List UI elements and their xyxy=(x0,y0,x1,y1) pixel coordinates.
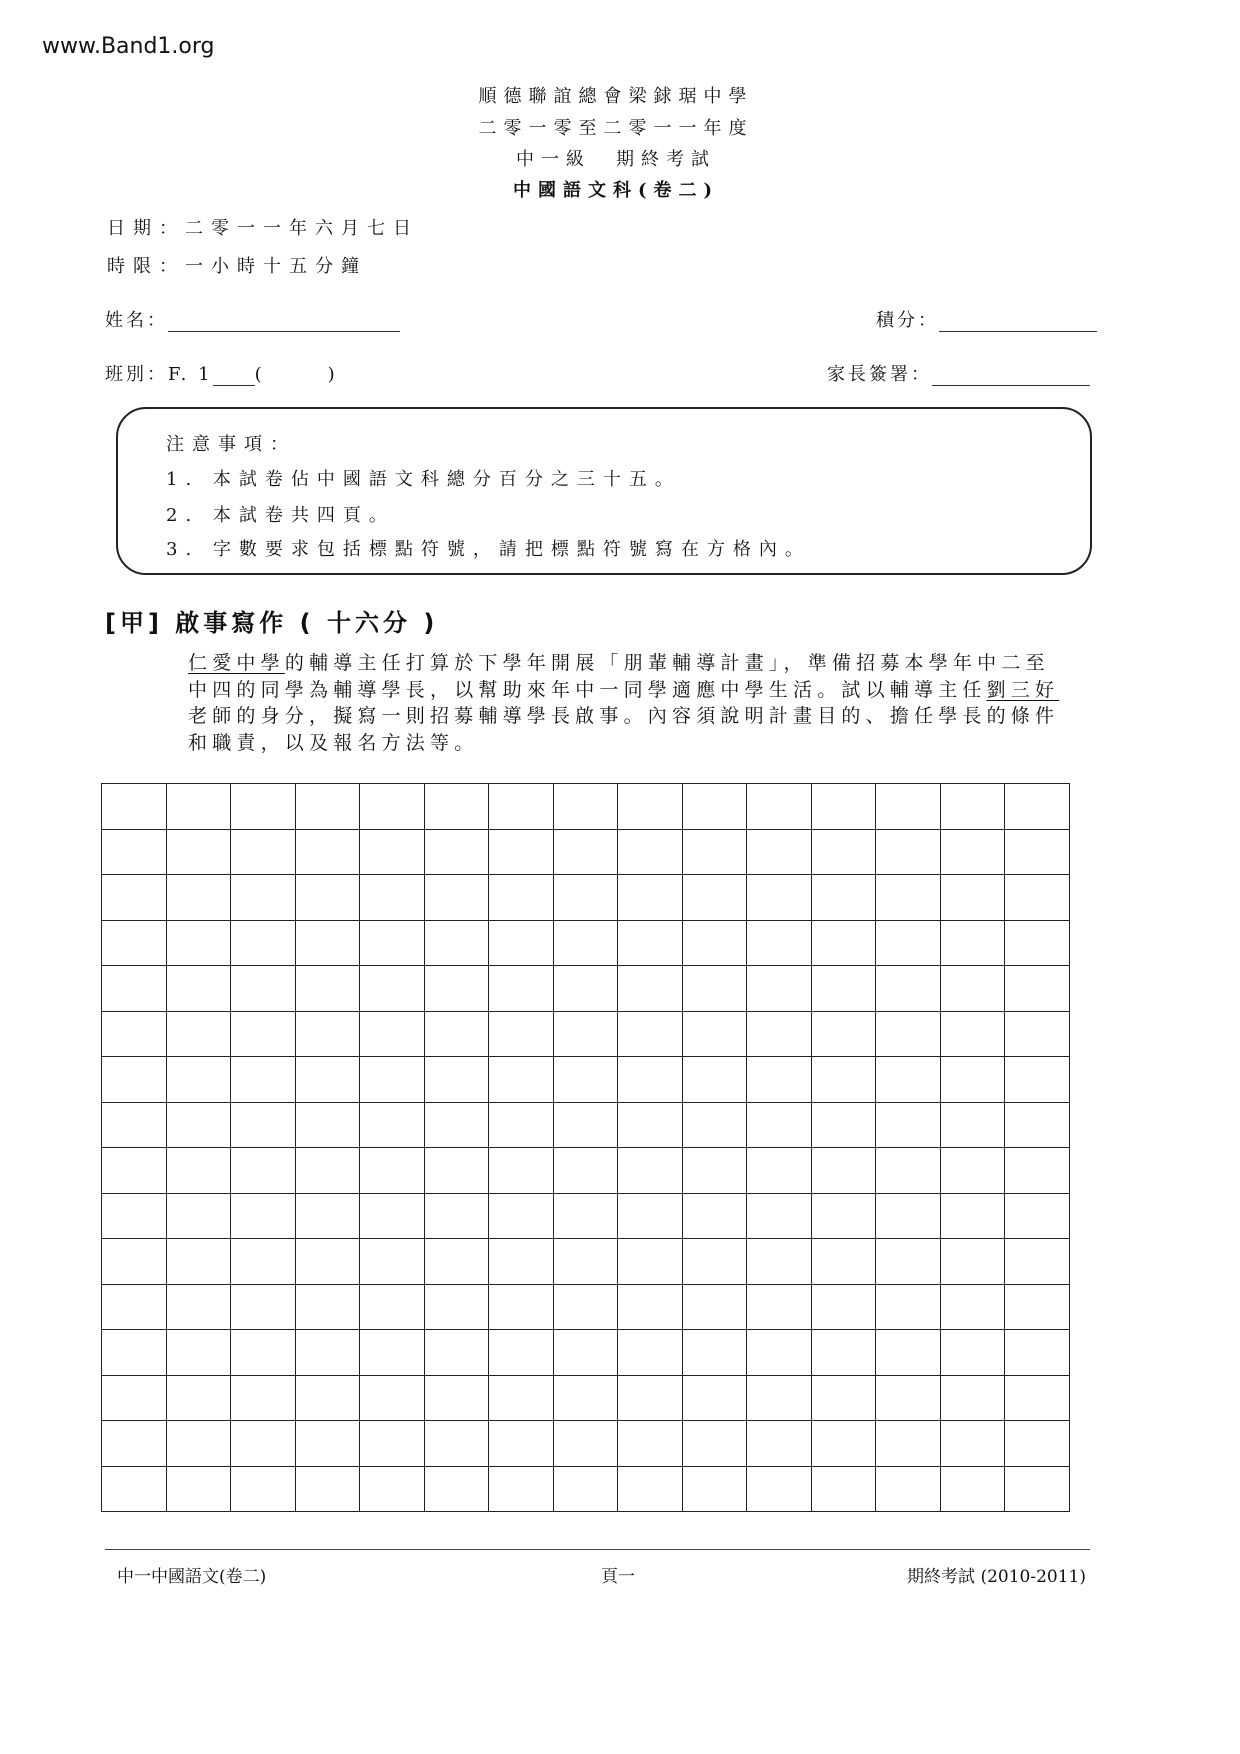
grid-cell[interactable] xyxy=(102,1421,167,1467)
grid-cell[interactable] xyxy=(683,1057,748,1103)
exam-title: 中一級 期終考試 xyxy=(516,149,716,170)
score-blank[interactable] xyxy=(939,313,1097,332)
exam-date: 日期：二零一一年六月七日 xyxy=(107,218,419,239)
grid-cell[interactable] xyxy=(618,1285,683,1331)
grid-cell[interactable] xyxy=(231,1421,296,1467)
grid-cell[interactable] xyxy=(1005,1012,1070,1058)
grid-cell[interactable] xyxy=(876,966,941,1012)
grid-cell[interactable] xyxy=(812,921,877,967)
grid-cell[interactable] xyxy=(812,875,877,921)
grid-cell[interactable] xyxy=(683,1330,748,1376)
grid-cell[interactable] xyxy=(683,1239,748,1285)
exam-duration: 時限：一小時十五分鐘 xyxy=(107,256,367,277)
grid-cell[interactable] xyxy=(554,1148,619,1194)
grid-cell[interactable] xyxy=(941,1330,1006,1376)
grid-cell[interactable] xyxy=(618,921,683,967)
grid-cell[interactable] xyxy=(425,1376,490,1422)
grid-cell[interactable] xyxy=(231,830,296,876)
grid-cell[interactable] xyxy=(360,875,425,921)
grid-cell[interactable] xyxy=(102,1194,167,1240)
grid-cell[interactable] xyxy=(812,1285,877,1331)
grid-cell[interactable] xyxy=(102,1285,167,1331)
grid-cell[interactable] xyxy=(747,1330,812,1376)
grid-cell[interactable] xyxy=(102,830,167,876)
grid-cell[interactable] xyxy=(812,1194,877,1240)
grid-cell[interactable] xyxy=(231,784,296,830)
grid-cell[interactable] xyxy=(747,1239,812,1285)
grid-cell[interactable] xyxy=(1005,875,1070,921)
grid-cell[interactable] xyxy=(941,1467,1006,1513)
grid-cell[interactable] xyxy=(360,1330,425,1376)
teacher-name-underlined: 劉三好 xyxy=(986,678,1060,701)
grid-cell[interactable] xyxy=(425,1194,490,1240)
grid-cell[interactable] xyxy=(231,875,296,921)
grid-cell[interactable] xyxy=(941,1421,1006,1467)
grid-cell[interactable] xyxy=(683,1148,748,1194)
grid-cell[interactable] xyxy=(941,784,1006,830)
grid-cell[interactable] xyxy=(167,1330,232,1376)
grid-cell[interactable] xyxy=(360,1421,425,1467)
grid-cell[interactable] xyxy=(554,1376,619,1422)
grid-cell[interactable] xyxy=(360,1376,425,1422)
grid-cell[interactable] xyxy=(876,1376,941,1422)
grid-cell[interactable] xyxy=(618,830,683,876)
grid-cell[interactable] xyxy=(747,830,812,876)
grid-cell[interactable] xyxy=(618,1194,683,1240)
signature-field[interactable] xyxy=(827,360,1090,386)
grid-cell[interactable] xyxy=(102,921,167,967)
grid-cell[interactable] xyxy=(941,875,1006,921)
grid-cell[interactable] xyxy=(231,1330,296,1376)
grid-cell[interactable] xyxy=(231,1239,296,1285)
grid-cell[interactable] xyxy=(167,1285,232,1331)
grid-cell[interactable] xyxy=(876,1103,941,1149)
grid-cell[interactable] xyxy=(941,966,1006,1012)
grid-cell[interactable] xyxy=(747,1421,812,1467)
grid-cell[interactable] xyxy=(360,1194,425,1240)
grid-cell[interactable] xyxy=(747,1057,812,1103)
grid-cell[interactable] xyxy=(102,966,167,1012)
grid-cell[interactable] xyxy=(876,1239,941,1285)
grid-cell[interactable] xyxy=(167,1012,232,1058)
grid-cell[interactable] xyxy=(941,1103,1006,1149)
grid-cell[interactable] xyxy=(683,1376,748,1422)
grid-cell[interactable] xyxy=(1005,1057,1070,1103)
school-name: 順德聯誼總會梁銶琚中學 xyxy=(478,86,754,107)
score-field[interactable] xyxy=(876,306,1097,332)
grid-cell[interactable] xyxy=(231,1376,296,1422)
grid-cell[interactable] xyxy=(554,966,619,1012)
grid-cell[interactable] xyxy=(618,1057,683,1103)
grid-cell[interactable] xyxy=(683,1421,748,1467)
grid-cell[interactable] xyxy=(102,784,167,830)
grid-cell[interactable] xyxy=(425,1057,490,1103)
grid-cell[interactable] xyxy=(425,1239,490,1285)
class-field[interactable] xyxy=(105,360,338,386)
grid-cell[interactable] xyxy=(296,1330,361,1376)
grid-cell[interactable] xyxy=(554,921,619,967)
grid-cell[interactable] xyxy=(360,1467,425,1513)
grid-cell[interactable] xyxy=(554,1194,619,1240)
grid-cell[interactable] xyxy=(812,784,877,830)
footer-page: 頁一 xyxy=(601,1567,635,1587)
grid-cell[interactable] xyxy=(102,1330,167,1376)
grid-cell[interactable] xyxy=(812,1103,877,1149)
notice-item: 2. 本試卷共四頁。 xyxy=(166,505,395,526)
grid-cell[interactable] xyxy=(683,1194,748,1240)
grid-cell[interactable] xyxy=(167,1103,232,1149)
grid-cell[interactable] xyxy=(747,966,812,1012)
grid-cell[interactable] xyxy=(1005,921,1070,967)
grid-cell[interactable] xyxy=(554,1421,619,1467)
grid-cell[interactable] xyxy=(1005,1285,1070,1331)
watermark-url: www.Band1.org xyxy=(42,34,215,59)
grid-cell[interactable] xyxy=(296,875,361,921)
grid-cell[interactable] xyxy=(489,1467,554,1513)
footer-divider xyxy=(105,1549,1090,1550)
grid-cell[interactable] xyxy=(747,1012,812,1058)
grid-cell[interactable] xyxy=(360,1057,425,1103)
grid-cell[interactable] xyxy=(360,1148,425,1194)
grid-cell[interactable] xyxy=(102,1376,167,1422)
grid-cell[interactable] xyxy=(618,1330,683,1376)
grid-cell[interactable] xyxy=(425,1012,490,1058)
grid-cell[interactable] xyxy=(618,1239,683,1285)
grid-cell[interactable] xyxy=(425,1285,490,1331)
grid-cell[interactable] xyxy=(683,1103,748,1149)
grid-cell[interactable] xyxy=(425,1330,490,1376)
grid-cell[interactable] xyxy=(554,1239,619,1285)
grid-cell[interactable] xyxy=(489,1012,554,1058)
grid-cell[interactable] xyxy=(554,1285,619,1331)
grid-cell[interactable] xyxy=(425,1103,490,1149)
grid-cell[interactable] xyxy=(876,1421,941,1467)
grid-cell[interactable] xyxy=(941,830,1006,876)
name-field[interactable] xyxy=(105,306,400,332)
grid-cell[interactable] xyxy=(876,830,941,876)
grid-cell[interactable] xyxy=(425,784,490,830)
grid-cell[interactable] xyxy=(360,830,425,876)
grid-cell[interactable] xyxy=(489,1194,554,1240)
school-name-underlined: 仁愛中學 xyxy=(188,652,285,674)
grid-cell[interactable] xyxy=(231,1057,296,1103)
grid-cell[interactable] xyxy=(360,921,425,967)
grid-cell[interactable] xyxy=(231,1012,296,1058)
academic-year: 二零一零至二零一一年度 xyxy=(478,118,754,139)
grid-cell[interactable] xyxy=(1005,1421,1070,1467)
notice-title: 注意事項： xyxy=(166,434,296,455)
grid-cell[interactable] xyxy=(941,1194,1006,1240)
grid-cell[interactable] xyxy=(102,875,167,921)
grid-cell[interactable] xyxy=(296,1012,361,1058)
grid-cell[interactable] xyxy=(618,1376,683,1422)
grid-cell[interactable] xyxy=(941,1239,1006,1285)
grid-cell[interactable] xyxy=(296,966,361,1012)
grid-cell[interactable] xyxy=(554,1103,619,1149)
grid-cell[interactable] xyxy=(812,1421,877,1467)
grid-cell[interactable] xyxy=(425,830,490,876)
grid-cell[interactable] xyxy=(489,830,554,876)
grid-cell[interactable] xyxy=(812,1239,877,1285)
grid-cell[interactable] xyxy=(747,921,812,967)
grid-cell[interactable] xyxy=(812,830,877,876)
grid-cell[interactable] xyxy=(102,1103,167,1149)
grid-cell[interactable] xyxy=(102,1057,167,1103)
grid-cell[interactable] xyxy=(1005,1376,1070,1422)
grid-cell[interactable] xyxy=(747,1103,812,1149)
grid-cell[interactable] xyxy=(489,966,554,1012)
grid-cell[interactable] xyxy=(296,1285,361,1331)
grid-cell[interactable] xyxy=(296,1467,361,1513)
grid-cell[interactable] xyxy=(360,966,425,1012)
grid-cell[interactable] xyxy=(683,966,748,1012)
grid-cell[interactable] xyxy=(941,1057,1006,1103)
name-blank[interactable] xyxy=(168,313,400,332)
grid-cell[interactable] xyxy=(167,1376,232,1422)
grid-cell[interactable] xyxy=(167,830,232,876)
grid-cell[interactable] xyxy=(1005,784,1070,830)
grid-cell[interactable] xyxy=(812,1012,877,1058)
grid-cell[interactable] xyxy=(360,1239,425,1285)
task-instructions xyxy=(188,650,1070,757)
grid-cell[interactable] xyxy=(489,1376,554,1422)
name-label: 姓名： xyxy=(105,310,168,331)
grid-cell[interactable] xyxy=(489,1421,554,1467)
grid-cell[interactable] xyxy=(554,1057,619,1103)
grid-cell[interactable] xyxy=(554,1467,619,1513)
grid-cell[interactable] xyxy=(876,1330,941,1376)
grid-cell[interactable] xyxy=(554,1330,619,1376)
grid-cell[interactable] xyxy=(425,966,490,1012)
class-label: 班別：F. 1 xyxy=(105,364,213,385)
grid-cell[interactable] xyxy=(812,1148,877,1194)
grid-cell[interactable] xyxy=(812,1467,877,1513)
grid-cell[interactable] xyxy=(683,1285,748,1331)
grid-cell[interactable] xyxy=(747,1376,812,1422)
grid-cell[interactable] xyxy=(812,1330,877,1376)
grid-cell[interactable] xyxy=(554,830,619,876)
grid-cell[interactable] xyxy=(167,875,232,921)
grid-cell[interactable] xyxy=(296,1421,361,1467)
grid-cell[interactable] xyxy=(167,1421,232,1467)
grid-cell[interactable] xyxy=(554,875,619,921)
grid-cell[interactable] xyxy=(489,1285,554,1331)
grid-cell[interactable] xyxy=(618,1467,683,1513)
grid-cell[interactable] xyxy=(231,1467,296,1513)
grid-cell[interactable] xyxy=(618,1148,683,1194)
grid-cell[interactable] xyxy=(876,1467,941,1513)
score-label: 積分： xyxy=(876,310,939,331)
grid-cell[interactable] xyxy=(489,1239,554,1285)
grid-cell[interactable] xyxy=(1005,1467,1070,1513)
grid-cell[interactable] xyxy=(231,1194,296,1240)
grid-cell[interactable] xyxy=(296,1103,361,1149)
grid-cell[interactable] xyxy=(1005,966,1070,1012)
writing-grid[interactable] xyxy=(101,783,1070,1512)
class-blank[interactable] xyxy=(213,367,255,386)
grid-cell[interactable] xyxy=(941,1285,1006,1331)
grid-cell[interactable] xyxy=(683,1012,748,1058)
grid-cell[interactable] xyxy=(425,1467,490,1513)
footer-exam: 期終考試 (2010-2011) xyxy=(907,1567,1086,1587)
grid-cell[interactable] xyxy=(296,830,361,876)
grid-cell[interactable] xyxy=(360,1285,425,1331)
grid-cell[interactable] xyxy=(747,875,812,921)
grid-cell[interactable] xyxy=(618,784,683,830)
grid-cell[interactable] xyxy=(231,1285,296,1331)
grid-cell[interactable] xyxy=(876,1057,941,1103)
grid-cell[interactable] xyxy=(747,1467,812,1513)
grid-cell[interactable] xyxy=(231,966,296,1012)
grid-cell[interactable] xyxy=(102,1239,167,1285)
grid-cell[interactable] xyxy=(876,1148,941,1194)
grid-cell[interactable] xyxy=(489,784,554,830)
grid-cell[interactable] xyxy=(489,875,554,921)
grid-cell[interactable] xyxy=(941,1376,1006,1422)
grid-cell[interactable] xyxy=(296,784,361,830)
signature-blank[interactable] xyxy=(932,367,1090,386)
grid-cell[interactable] xyxy=(296,1376,361,1422)
grid-cell[interactable] xyxy=(1005,1194,1070,1240)
grid-cell[interactable] xyxy=(167,1467,232,1513)
grid-cell[interactable] xyxy=(1005,1148,1070,1194)
notice-item: 3. 字數要求包括標點符號，請把標點符號寫在方格內。 xyxy=(166,539,811,560)
grid-cell[interactable] xyxy=(876,875,941,921)
grid-cell[interactable] xyxy=(425,875,490,921)
grid-cell[interactable] xyxy=(876,1194,941,1240)
grid-cell[interactable] xyxy=(876,921,941,967)
grid-cell[interactable] xyxy=(1005,1103,1070,1149)
grid-cell[interactable] xyxy=(941,921,1006,967)
instructions-text: 老師的身分，擬寫一則招募輔導學長啟事。內容須說明計畫目的、擔任學長的條件和職責，以及報名方法等。 xyxy=(188,705,1060,755)
grid-cell[interactable] xyxy=(296,1194,361,1240)
grid-cell[interactable] xyxy=(747,784,812,830)
grid-cell[interactable] xyxy=(489,1057,554,1103)
grid-cell[interactable] xyxy=(425,921,490,967)
grid-cell[interactable] xyxy=(231,1148,296,1194)
signature-label: 家長簽署： xyxy=(827,364,932,385)
grid-cell[interactable] xyxy=(618,1012,683,1058)
grid-cell[interactable] xyxy=(489,1330,554,1376)
grid-cell[interactable] xyxy=(941,1012,1006,1058)
grid-cell[interactable] xyxy=(296,1239,361,1285)
grid-cell[interactable] xyxy=(167,1148,232,1194)
grid-cell[interactable] xyxy=(296,1057,361,1103)
grid-cell[interactable] xyxy=(360,1103,425,1149)
grid-cell[interactable] xyxy=(425,1148,490,1194)
grid-cell[interactable] xyxy=(812,966,877,1012)
grid-cell[interactable] xyxy=(876,1285,941,1331)
grid-cell[interactable] xyxy=(167,1194,232,1240)
grid-cell[interactable] xyxy=(167,921,232,967)
notice-item: 1. 本試卷佔中國語文科總分百分之三十五。 xyxy=(166,469,681,490)
grid-cell[interactable] xyxy=(231,1103,296,1149)
grid-cell[interactable] xyxy=(489,1103,554,1149)
grid-cell[interactable] xyxy=(1005,1239,1070,1285)
grid-cell[interactable] xyxy=(102,1012,167,1058)
grid-cell[interactable] xyxy=(102,1467,167,1513)
grid-cell[interactable] xyxy=(360,784,425,830)
grid-cell[interactable] xyxy=(296,1148,361,1194)
grid-cell[interactable] xyxy=(747,1194,812,1240)
grid-cell[interactable] xyxy=(747,1148,812,1194)
grid-cell[interactable] xyxy=(618,875,683,921)
grid-cell[interactable] xyxy=(360,1012,425,1058)
grid-cell[interactable] xyxy=(167,784,232,830)
grid-cell[interactable] xyxy=(167,1057,232,1103)
grid-cell[interactable] xyxy=(812,1057,877,1103)
section-heading: [甲] 啟事寫作 ( 十六分 ) xyxy=(105,609,439,637)
grid-cell[interactable] xyxy=(296,921,361,967)
instructions-text: 的輔導主任打算於下學年開展「朋輩輔導計畫」，準備招募本學年中二至中四的同學為輔導學長，以幫助來年中一同學適應中學生活。試以輔導主任 xyxy=(188,652,1050,701)
grid-cell[interactable] xyxy=(618,1421,683,1467)
grid-cell[interactable] xyxy=(618,1103,683,1149)
grid-cell[interactable] xyxy=(1005,1330,1070,1376)
grid-cell[interactable] xyxy=(489,1148,554,1194)
grid-cell[interactable] xyxy=(231,921,296,967)
grid-cell[interactable] xyxy=(554,784,619,830)
footer-paper: 中一中國語文(卷二) xyxy=(117,1567,267,1587)
grid-cell[interactable] xyxy=(683,784,748,830)
grid-cell[interactable] xyxy=(683,921,748,967)
grid-cell[interactable] xyxy=(747,1285,812,1331)
grid-cell[interactable] xyxy=(683,830,748,876)
grid-cell[interactable] xyxy=(102,1148,167,1194)
grid-cell[interactable] xyxy=(489,921,554,967)
grid-cell[interactable] xyxy=(554,1012,619,1058)
grid-cell[interactable] xyxy=(618,966,683,1012)
class-number-paren: ( ) xyxy=(254,364,338,385)
grid-cell[interactable] xyxy=(683,1467,748,1513)
grid-cell[interactable] xyxy=(876,1012,941,1058)
grid-cell[interactable] xyxy=(1005,830,1070,876)
grid-cell[interactable] xyxy=(812,1376,877,1422)
grid-cell[interactable] xyxy=(876,784,941,830)
grid-cell[interactable] xyxy=(167,1239,232,1285)
subject-title: 中國語文科(卷二) xyxy=(512,180,720,201)
grid-cell[interactable] xyxy=(167,966,232,1012)
grid-cell[interactable] xyxy=(683,875,748,921)
grid-cell[interactable] xyxy=(941,1148,1006,1194)
grid-cell[interactable] xyxy=(425,1421,490,1467)
